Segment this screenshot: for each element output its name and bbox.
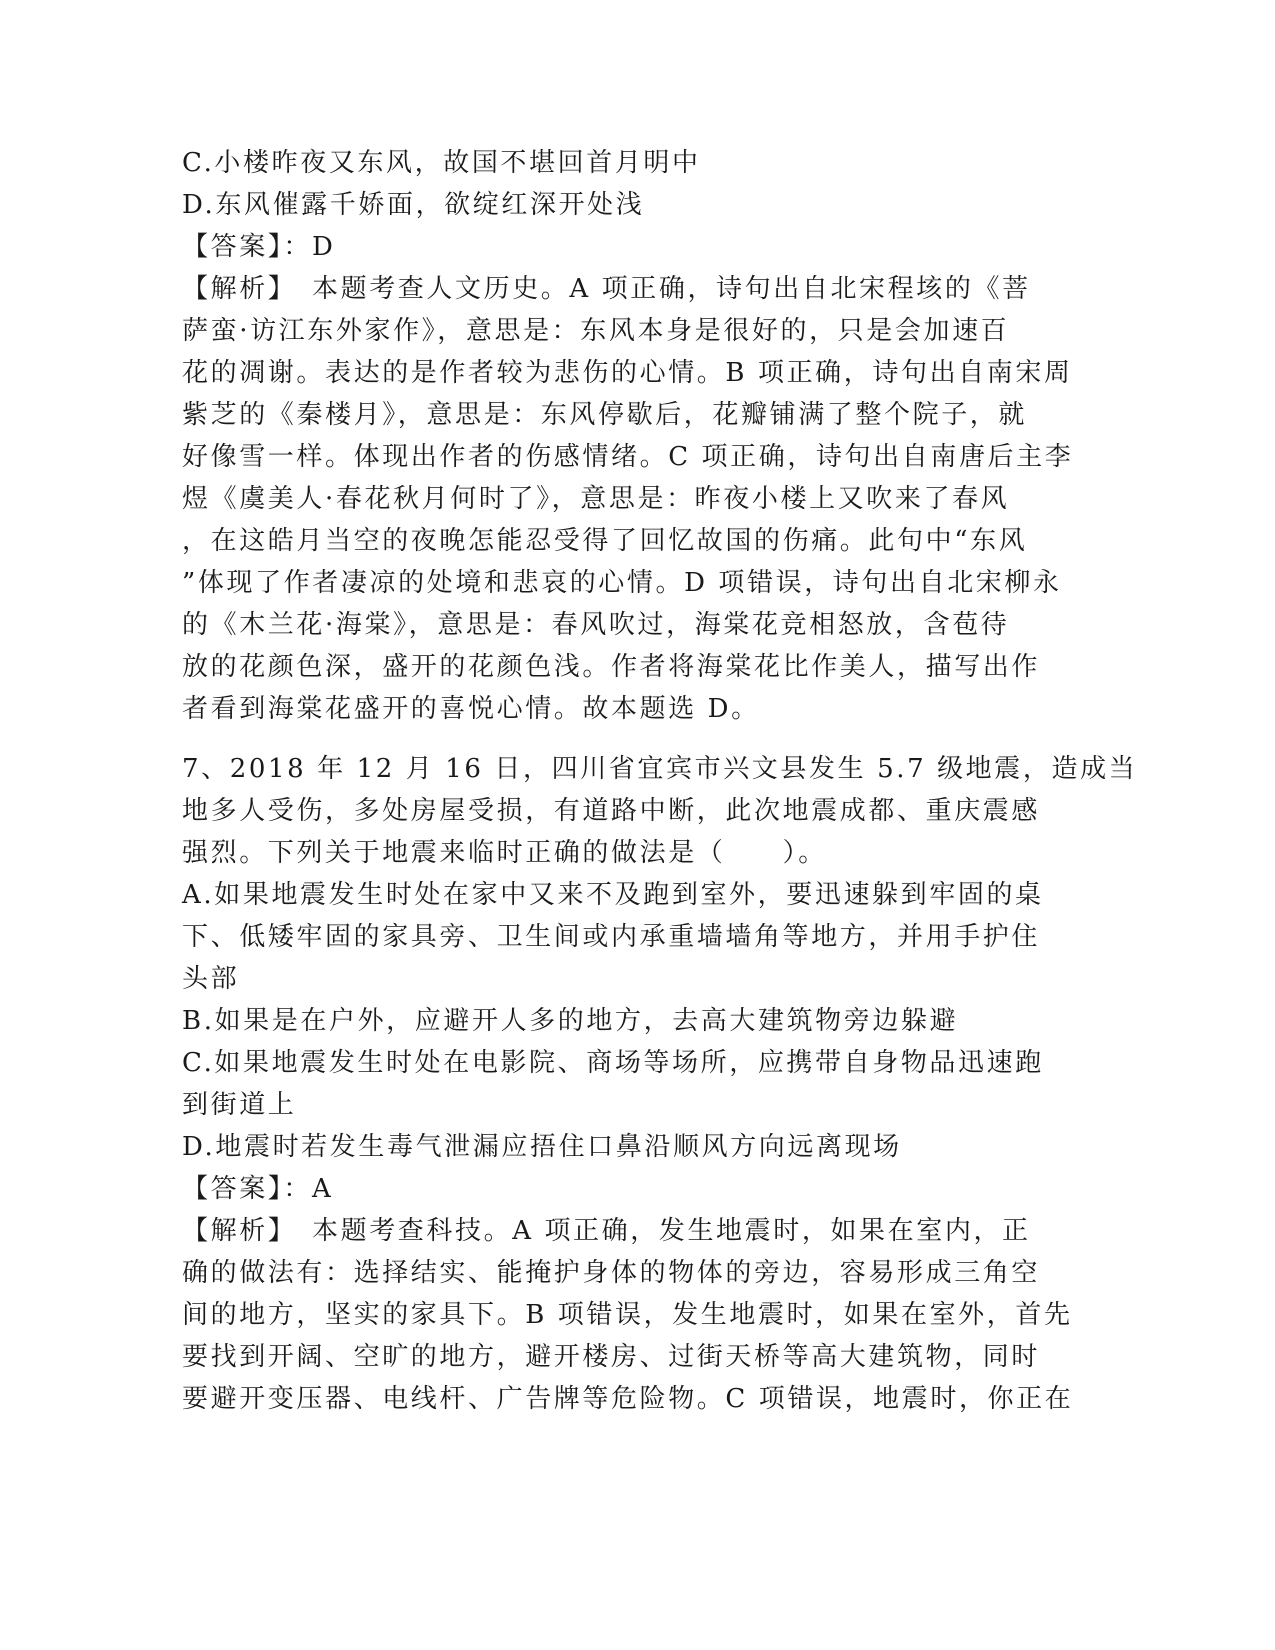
q6-analysis-line: 的《木兰花·海棠》，意思是：春风吹过，海棠花竞相怒放，含苞待 [182, 610, 1010, 640]
q6-analysis-line: 花的凋谢。表达的是作者较为悲伤的心情。B 项正确，诗句出自南宋周 [182, 358, 1073, 388]
q6-analysis-line: ，在这皓月当空的夜晚怎能忍受得了回忆故国的伤痛。此句中“东风 [182, 526, 1028, 556]
q7-option-c [182, 1042, 1062, 1126]
q7-option-a-line: 下、低矮牢固的家具旁、卫生间或内承重墙墙角等地方，并用手护住 [182, 922, 1041, 952]
q7-option-a-line: A.如果地震发生时处在家中又来不及跑到室外，要迅速躲到牢固的桌 [182, 880, 1044, 910]
q6-analysis-line: 【解析】 本题考查人文历史。A 项正确，诗句出自北宋程垓的《菩 [182, 274, 1031, 304]
q6-analysis-line: ”体现了作者凄凉的处境和悲哀的心情。D 项错误，诗句出自北宋柳永 [182, 568, 1062, 598]
document-body [182, 142, 1138, 1420]
q6-option-d: D.东风催露千娇面，欲绽红深开处浅 [182, 190, 645, 220]
q6-analysis-line: 萨蛮·访江东外家作》，意思是：东风本身是很好的，只是会加速百 [182, 316, 1010, 346]
q7-analysis-line: 要避开变压器、电线杆、广告牌等危险物。C 项错误，地震时，你正在 [182, 1384, 1074, 1414]
q7-option-d: D.地震时若发生毒气泄漏应捂住口鼻沿顺风方向远离现场 [182, 1132, 902, 1162]
q6-answer: 【答案】：D [182, 232, 336, 262]
q6-analysis-line: 者看到海棠花盛开的喜悦心情。故本题选 D。 [182, 694, 760, 724]
q7-analysis-line: 【解析】 本题考查科技。A 项正确，发生地震时，如果在室内，正 [182, 1216, 1031, 1246]
q7-stem-line: 地多人受伤，多处房屋受损，有道路中断，此次地震成都、重庆震感 [182, 796, 1041, 826]
q7-analysis-line: 间的地方，坚实的家具下。B 项错误，发生地震时，如果在室外，首先 [182, 1300, 1073, 1330]
q6-analysis-line: 好像雪一样。体现出作者的伤感情绪。C 项正确，诗句出自南唐后主李 [182, 442, 1074, 472]
q7-analysis-line: 确的做法有：选择结实、能掩护身体的物体的旁边，容易形成三角空 [182, 1258, 1041, 1288]
question-spacer [182, 730, 1062, 748]
q7-answer: 【答案】：A [182, 1174, 334, 1204]
q7-analysis [182, 1210, 1074, 1420]
q6-option-c: C.小楼昨夜又东风，故国不堪回首月明中 [182, 148, 701, 178]
q7-stem [182, 748, 1138, 874]
q6-analysis [182, 268, 1074, 730]
q7-option-c-line: 到街道上 [182, 1090, 297, 1120]
q7-analysis-line: 要找到开阔、空旷的地方，避开楼房、过街天桥等高大建筑物，同时 [182, 1342, 1041, 1372]
q7-option-b: B.如果是在户外，应避开人多的地方，去高大建筑物旁边躲避 [182, 1006, 959, 1036]
q6-analysis-line: 煜《虞美人·春花秋月何时了》，意思是：昨夜小楼上又吹来了春风 [182, 484, 1010, 514]
q7-option-a [182, 874, 1062, 1000]
q6-analysis-line: 紫芝的《秦楼月》，意思是：东风停歇后，花瓣铺满了整个院子，就 [182, 400, 1028, 430]
q7-option-a-line: 头部 [182, 964, 240, 994]
q7-stem-line: 7、2018 年 12 月 16 日，四川省宜宾市兴文县发生 5.7 级地震，造成当 [182, 754, 1138, 784]
q6-analysis-line: 放的花颜色深，盛开的花颜色浅。作者将海棠花比作美人，描写出作 [182, 652, 1041, 682]
q7-stem-line: 强烈。下列关于地震来临时正确的做法是（ ）。 [182, 838, 827, 868]
q7-option-c-line: C.如果地震发生时处在电影院、商场等场所，应携带自身物品迅速跑 [182, 1048, 1044, 1078]
